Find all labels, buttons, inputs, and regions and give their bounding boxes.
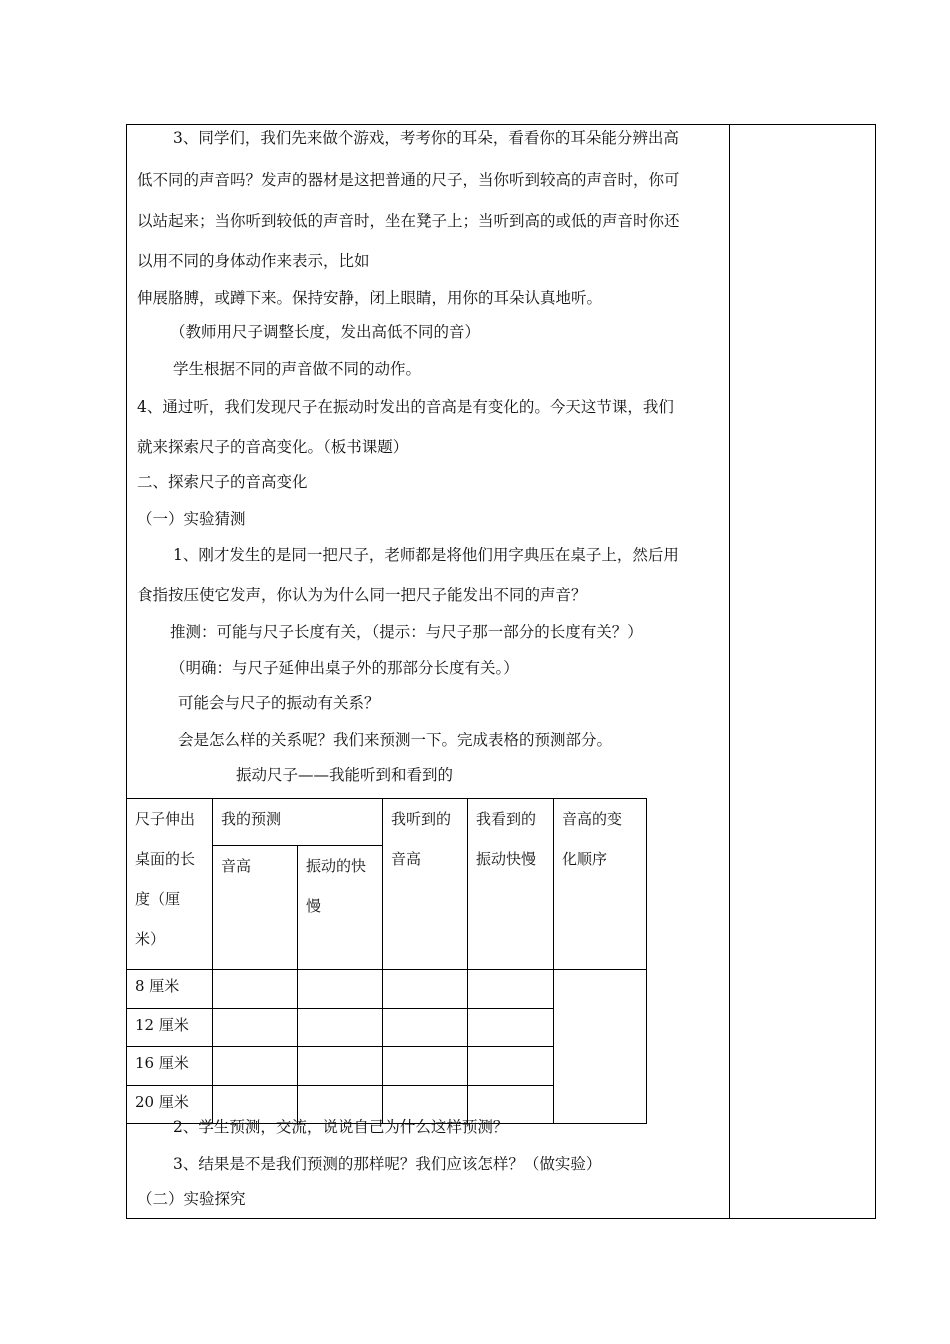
header-length: 尺子伸出 桌面的长 度（厘 米） xyxy=(127,799,213,970)
paragraph: 3、同学们，我们先来做个游戏，考考你的耳朵，看看你的耳朵能分辨出高 xyxy=(173,129,679,147)
paragraph: 4、通过听，我们发现尺子在振动时发出的音高是有变化的。今天这节课，我们 xyxy=(137,398,674,416)
table-cell xyxy=(213,1008,298,1047)
table-caption: 振动尺子——我能听到和看到的 xyxy=(236,766,454,784)
table-cell xyxy=(298,1047,383,1086)
table-cell xyxy=(213,970,298,1009)
paragraph: 1、刚才发生的是同一把尺子，老师都是将他们用字典压在桌子上，然后用 xyxy=(173,546,679,564)
paragraph: 3、结果是不是我们预测的那样呢？我们应该怎样？（做实验） xyxy=(173,1155,602,1173)
paragraph: 推测：可能与尺子长度有关，（提示：与尺子那一部分的长度有关？） xyxy=(170,623,643,641)
paragraph: 低不同的声音吗？发声的器材是这把普通的尺子，当你听到较高的声音时，你可 xyxy=(137,171,680,189)
header-i-heard: 我听到的 音高 xyxy=(383,799,468,970)
paragraph: （教师用尺子调整长度，发出高低不同的音） xyxy=(170,323,481,341)
experiment-table xyxy=(126,798,647,1124)
paragraph: 以站起来；当你听到较低的声音时，坐在凳子上；当听到高的或低的声音时你还 xyxy=(137,212,680,230)
paragraph: 可能会与尺子的振动有关系？ xyxy=(178,694,380,712)
header-my-prediction: 我的预测 xyxy=(213,799,383,846)
paragraph: 食指按压使它发声，你认为为什么同一把尺子能发出不同的声音？ xyxy=(137,586,587,604)
header-pitch-order: 音高的变 化顺序 xyxy=(554,799,647,970)
header-predicted-pitch: 音高 xyxy=(213,846,298,970)
table-cell xyxy=(383,1047,468,1086)
paragraph: 2、学生预测，交流，说说自己为什么这样预测？ xyxy=(173,1118,509,1136)
table-cell xyxy=(468,1008,554,1047)
subsection-heading: （二）实验探究 xyxy=(137,1190,246,1208)
row-label: 12 厘米 xyxy=(127,1008,213,1047)
table-cell xyxy=(298,970,383,1009)
section-heading: 二、探索尺子的音高变化 xyxy=(137,473,308,491)
table-cell xyxy=(383,970,468,1009)
paragraph: 会是怎么样的关系呢？我们来预测一下。完成表格的预测部分。 xyxy=(178,731,613,749)
table-cell xyxy=(468,1047,554,1086)
subsection-heading: （一）实验猜测 xyxy=(137,510,246,528)
notes-column-divider xyxy=(729,124,730,1219)
header-i-saw: 我看到的 振动快慢 xyxy=(468,799,554,970)
table-cell xyxy=(213,1047,298,1086)
paragraph: 就来探索尺子的音高变化。（板书课题） xyxy=(137,438,409,456)
paragraph: 学生根据不同的声音做不同的动作。 xyxy=(173,360,422,378)
table-cell xyxy=(468,970,554,1009)
pitch-order-cell xyxy=(554,970,647,1124)
row-label: 8 厘米 xyxy=(127,970,213,1009)
paragraph: 伸展胳膊，或蹲下来。保持安静，闭上眼睛，用你的耳朵认真地听。 xyxy=(137,289,603,307)
table-cell xyxy=(383,1008,468,1047)
paragraph: （明确：与尺子延伸出桌子外的那部分长度有关。） xyxy=(170,659,519,677)
row-label: 20 厘米 xyxy=(127,1085,213,1124)
table-cell xyxy=(298,1008,383,1047)
row-label: 16 厘米 xyxy=(127,1047,213,1086)
header-predicted-vibration: 振动的快 慢 xyxy=(298,846,383,970)
paragraph: 以用不同的身体动作来表示，比如 xyxy=(137,252,370,270)
